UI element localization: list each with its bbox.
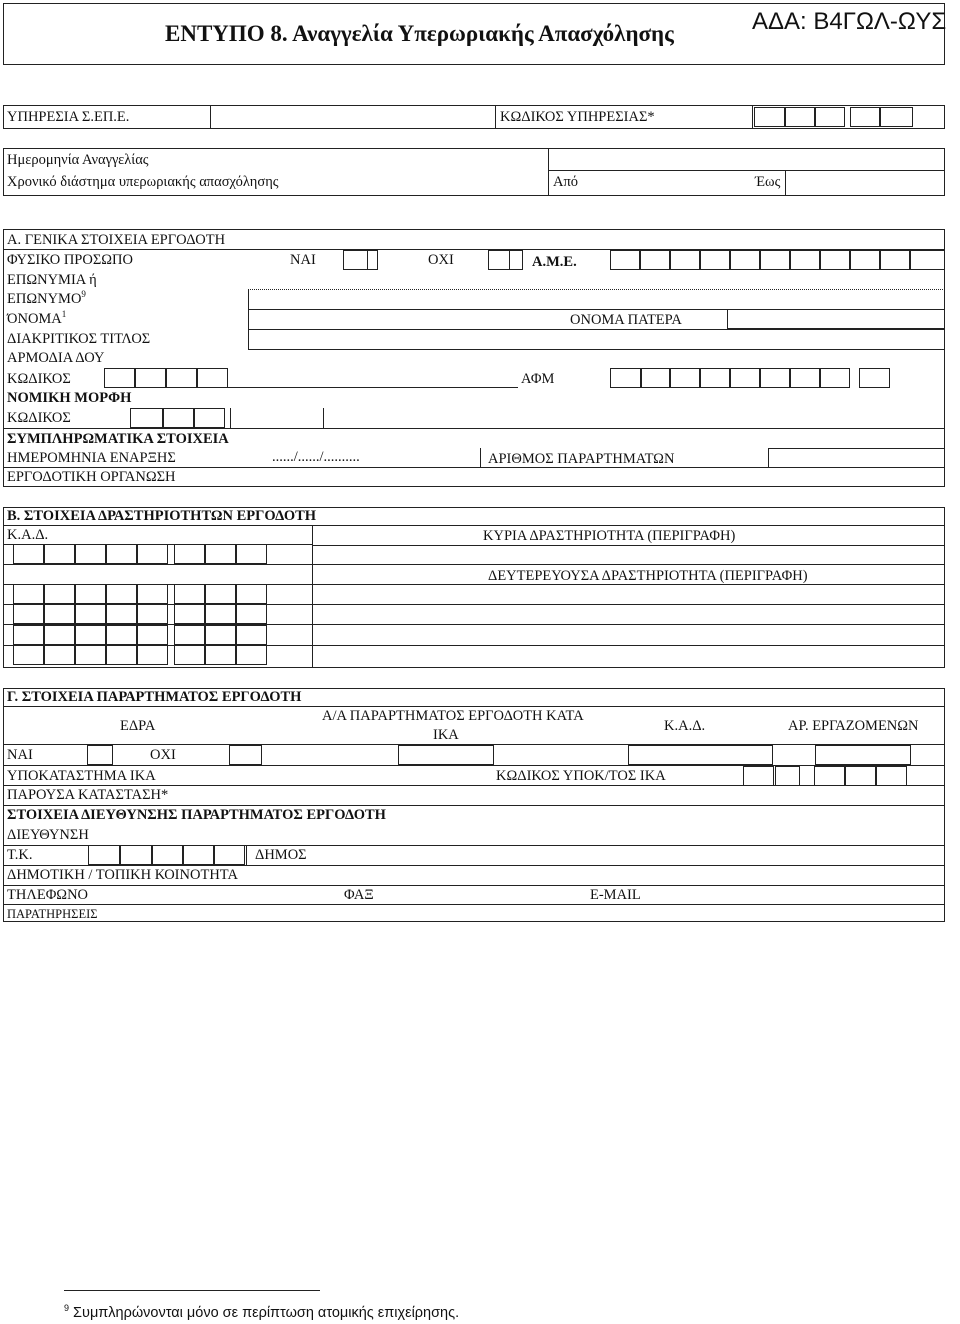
afm-box-4[interactable] [700,368,730,388]
announce-date-label: Ημερομηνία Αναγγελίας [7,152,149,168]
ika-code-box-3[interactable] [814,766,845,786]
ame-box-6[interactable] [760,250,790,270]
employees-label: ΑΡ. ΕΡΓΑΖΟΜΕΝΩΝ [788,718,919,734]
postal-label: Τ.Κ. [7,847,33,863]
doy-code-box-1[interactable] [104,368,135,388]
np-no-label: ΟΧΙ [428,252,454,268]
ika-code-label: ΚΩΔΙΚΟΣ ΥΠΟΚ/ΤΟΣ ΙΚΑ [496,768,666,784]
sec-kad-box[interactable] [174,604,205,624]
afm-box-1[interactable] [610,368,641,388]
email-label: E-MAIL [590,887,641,903]
ame-box-1[interactable] [610,250,640,270]
sec-kad-box[interactable] [236,584,267,604]
sec-kad-box[interactable] [13,645,44,665]
doy-code-box-2[interactable] [135,368,166,388]
legal-code-box-3[interactable] [194,408,225,428]
ame-box-10[interactable] [880,250,910,270]
postal-box-5[interactable] [214,845,245,865]
afm-box-3[interactable] [670,368,700,388]
to-date-field[interactable] [785,171,805,195]
sec-kad-box[interactable] [44,625,75,645]
service-code-box-1[interactable] [754,107,785,127]
sec-kad-box[interactable] [174,645,205,665]
footnote-number: 9 [64,1303,70,1314]
service-code-box-5[interactable] [880,107,913,127]
main-activity-label: ΚΥΡΙΑ ΔΡΑΣΤΗΡΙΟΤΗΤΑ (ΠΕΡΙΓΡΑΦΗ) [483,528,736,544]
secondary-activity-label: ΔΕΥΤΕΡΕΥΟΥΣΑ ΔΡΑΣΤΗΡΙΟΤΗΤΑ (ΠΕΡΙΓΡΑΦΗ) [488,568,808,584]
sec-kad-box[interactable] [44,645,75,665]
ame-box-8[interactable] [820,250,850,270]
afm-box-8[interactable] [820,368,850,388]
ame-box-7[interactable] [790,250,820,270]
legal-code-box-2[interactable] [163,408,194,428]
period-label: Χρονικό διάστημα υπερωριακής απασχόλησης [7,174,279,190]
sec-kad-box[interactable] [13,625,44,645]
sec-kad-box[interactable] [13,604,44,624]
seat-label: ΕΔΡΑ [120,718,156,734]
sec-kad-box[interactable] [137,645,168,665]
employees-field[interactable] [815,745,911,765]
afm-box-9[interactable] [859,368,890,388]
legal-description-field[interactable] [230,408,324,428]
supplementary-heading: ΣΥΜΠΛΗΡΩΜΑΤΙΚΑ ΣΤΟΙΧΕΙΑ [7,431,229,447]
ika-code-box-1[interactable] [743,766,774,786]
c-yes-label: ΝΑΙ [7,747,33,763]
afm-box-7[interactable] [790,368,820,388]
ika-branch-label: ΥΠΟΚΑΤΑΣΤΗΜΑ ΙΚΑ [7,768,156,784]
service-label: ΥΠΗΡΕΣΙΑ Σ.ΕΠ.Ε. [7,109,130,125]
legal-form-heading: ΝΟΜΙΚΗ ΜΟΡΦΗ [7,390,132,406]
branches-count-label: ΑΡΙΘΜΟΣ ΠΑΡΑΡΤΗΜΑΤΩΝ [488,451,675,467]
ame-box-2[interactable] [640,250,670,270]
branch-no-label-2: ΙΚΑ [433,727,459,743]
sec-kad-box[interactable] [44,604,75,624]
sec-kad-box[interactable] [236,625,267,645]
sec-kad-box[interactable] [137,584,168,604]
branch-kad-label: Κ.Α.Δ. [664,718,706,734]
name-label: ΌΝΟΜΑ$^1$ [7,309,67,327]
section-a-title: Α. ΓΕΝΙΚΑ ΣΤΟΙΧΕΙΑ ΕΡΓΟΔΟΤΗ [7,232,226,248]
natural-person-label: ΦΥΣΙΚΟ ΠΡΟΣΩΠΟ [7,252,133,268]
sec-kad-box[interactable] [137,604,168,624]
doy-designation-field[interactable] [228,368,518,388]
main-kad-box-4[interactable] [106,544,137,564]
sec-kad-box[interactable] [44,584,75,604]
father-name-label: ΟΝΟΜΑ ΠΑΤΕΡΑ [570,312,682,328]
start-date-label: ΗΜΕΡΟΜΗΝΙΑ ΕΝΑΡΞΗΣ [7,450,176,466]
sec-kad-box[interactable] [174,625,205,645]
c-no-label: ΟΧΙ [150,747,176,763]
father-name-field[interactable] [727,309,945,329]
address-label: ΔΙΕΥΘΥΝΣΗ [7,827,89,843]
postal-box-4[interactable] [183,845,214,865]
from-label: Από [553,174,579,190]
postal-box-2[interactable] [120,845,152,865]
main-kad-box-8[interactable] [236,544,267,564]
footnote-rule [64,1290,320,1291]
sec-kad-box[interactable] [106,604,137,624]
sec-kad-box[interactable] [13,584,44,604]
np-yes-label: ΝΑΙ [290,252,316,268]
ame-box-3[interactable] [670,250,700,270]
service-code-box-2[interactable] [785,107,815,127]
ame-box-11[interactable] [910,250,945,270]
np-no-box[interactable] [488,250,510,270]
employer-org-label: ΕΡΓΟΔΟΤΙΚΗ ΟΡΓΑΝΩΣΗ [7,469,176,485]
ame-box-5[interactable] [730,250,760,270]
surname-field[interactable] [248,289,945,309]
legal-code-label: ΚΩΔΙΚΟΣ [7,410,71,426]
phone-label: ΤΗΛΕΦΩΝΟ [7,887,89,903]
sec-kad-box[interactable] [137,625,168,645]
main-kad-box-3[interactable] [75,544,106,564]
afm-box-5[interactable] [730,368,760,388]
main-kad-box-7[interactable] [205,544,236,564]
sec-kad-box[interactable] [106,645,137,665]
kad-label: Κ.Α.Δ. [7,527,49,543]
sec-kad-box[interactable] [236,645,267,665]
service-code-box-3[interactable] [815,107,845,127]
footnote-text: Συμπληρώνονται μόνο σε περίπτωση ατομικής επιχείρησης. [73,1305,460,1321]
afm-label: ΑΦΜ [521,371,555,387]
ame-box-9[interactable] [850,250,880,270]
sec-kad-box[interactable] [236,604,267,624]
municipality-label: ΔΗΜΟΣ [255,847,307,863]
section-c-title: Γ. ΣΤΟΙΧΕΙΑ ΠΑΡΑΡΤΗΜΑΤΟΣ ΕΡΓΟΔΟΤΗ [7,689,302,705]
main-kad-box-1[interactable] [13,544,44,564]
sec-kad-box[interactable] [75,625,106,645]
postal-box-1[interactable] [88,845,120,865]
doy-code-box-3[interactable] [166,368,197,388]
main-kad-box-6[interactable] [174,544,205,564]
c-yes-box[interactable] [87,745,113,765]
doy-code-box-4[interactable] [197,368,228,388]
main-kad-box-5[interactable] [137,544,168,564]
ika-code-box-5[interactable] [876,766,907,786]
section-b-title: Β. ΣΤΟΙΧΕΙΑ ΔΡΑΣΤΗΡΙΟΤΗΤΩΝ ΕΡΓΟΔΟΤΗ [7,508,317,524]
afm-box-2[interactable] [641,368,670,388]
ame-box-4[interactable] [700,250,730,270]
sec-kad-box[interactable] [205,584,236,604]
ame-label: Α.Μ.Ε. [532,254,577,270]
to-label: Έως [755,174,781,190]
branches-count-field[interactable] [768,448,945,468]
main-kad-box-2[interactable] [44,544,75,564]
legal-code-box-1[interactable] [130,408,163,428]
sec-kad-box[interactable] [174,584,205,604]
doy-heading: ΑΡΜΟΔΙΑ ΔΟΥ [7,350,105,366]
sec-kad-box[interactable] [75,604,106,624]
doy-code-label: ΚΩΔΙΚΟΣ [7,371,71,387]
notes-label: ΠΑΡΑΤΗΡΗΣΕΙΣ [7,907,98,921]
branch-kad-field[interactable] [628,745,773,765]
sec-kad-box[interactable] [205,604,236,624]
sec-kad-box[interactable] [106,584,137,604]
footnote [64,1304,459,1322]
sec-kad-box[interactable] [205,625,236,645]
fax-label: ΦΑΞ [344,887,374,903]
service-code-box-4[interactable] [850,107,880,127]
address-heading: ΣΤΟΙΧΕΙΑ ΔΙΕΥΘΥΝΣΗΣ ΠΑΡΑΡΤΗΜΑΤΟΣ ΕΡΓΟΔΟΤΗ [7,807,386,823]
np-no-box-2[interactable] [510,250,523,270]
c-no-box[interactable] [229,745,262,765]
community-label: ΔΗΜΟΤΙΚΗ / ΤΟΠΙΚΗ ΚΟΙΝΟΤΗΤΑ [7,867,238,883]
ika-code-box-4[interactable] [845,766,876,786]
service-code-label: ΚΩΔΙΚΟΣ ΥΠΗΡΕΣΙΑΣ* [500,109,655,125]
sec-kad-box[interactable] [75,645,106,665]
from-date-field[interactable] [590,171,750,191]
surname-label: ΕΠΩΝΥΜΟ$^9$ [7,289,86,307]
sec-kad-box[interactable] [75,584,106,604]
branch-no-field[interactable] [398,745,494,765]
start-date-field[interactable]: ....../....../.......... [272,449,360,465]
ika-code-box-2[interactable] [775,766,800,786]
branch-no-label-1: Α/Α ΠΑΡΑΡΤΗΜΑΤΟΣ ΕΡΓΟΔΟΤΗ ΚΑΤΑ [322,708,584,724]
sec-kad-box[interactable] [205,645,236,665]
status-label: ΠΑΡΟΥΣΑ ΚΑΤΑΣΤΑΣΗ* [7,787,169,803]
np-yes-box[interactable] [343,250,368,270]
afm-box-6[interactable] [760,368,790,388]
distinctive-title-label: ΔΙΑΚΡΙΤΙΚΟΣ ΤΙΤΛΟΣ [7,331,151,347]
sec-kad-box[interactable] [106,625,137,645]
np-yes-box-2[interactable] [368,250,378,270]
form-title: ΕΝΤΥΠΟ 8. Αναγγελία Υπερωριακής Απασχόλησης [165,21,674,46]
company-name-label: ΕΠΩΝΥΜΙΑ ή [7,272,97,288]
ada-code: ΑΔΑ: Β4ΓΩΛ-ΩΥΣ [752,8,947,35]
postal-box-3[interactable] [152,845,183,865]
